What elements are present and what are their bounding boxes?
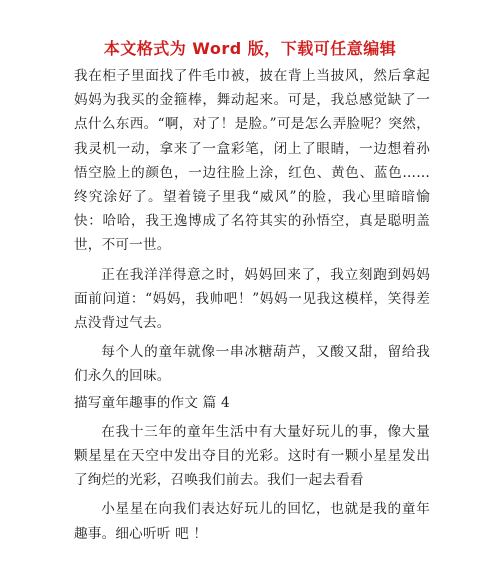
paragraph-4: 在我十三年的童年生活中有大量好玩儿的事，像大量颗星星在天空中发出夺目的光彩。这时有一颗小星星发出了绚烂的光彩，召唤我们前去。我们一起去看看 xyxy=(74,423,430,489)
paragraph-1: 我在柜子里面找了件毛巾被，披在背上当披风，然后拿起妈妈为我买的金箍棒，舞动起来。可是，我总感觉缺了一点什么东西。“啊，对了！是脸。”可是怎么弄脸呢？突然，我灵机一动，拿来了一盒彩笔，闭上了眼睛，一边想着孙悟空脸上的颜色，一边往脸上涂，红色、黄色、蓝色……终究涂好了。望着镜子里我“威风”的脸，我心里暗暗愉快：哈哈，我王逸博成了名符其实的孙悟空，真是聪明盖世，不可一世。 xyxy=(74,68,430,254)
paragraph-2: 正在我洋洋得意之时，妈妈回来了，我立刻跑到妈妈面前问道：“妈妈，我帅吧！”妈妈一见我这模样，笑得差点没背过气去。 xyxy=(74,266,430,332)
paragraph-5: 小星星在向我们表达好玩儿的回忆，也就是我的童年趣事。细心听听 吧 ！ xyxy=(74,501,430,542)
download-banner: 本文格式为 Word 版，下载可任意编辑 xyxy=(103,39,397,58)
section-title: 描写童年趣事的作文 篇 4 xyxy=(74,394,230,411)
article-body xyxy=(74,64,430,546)
paragraph-3: 每个人的童年就像一串冰糖葫芦，又酸又甜，留给我们永久的回味。 xyxy=(74,344,430,385)
